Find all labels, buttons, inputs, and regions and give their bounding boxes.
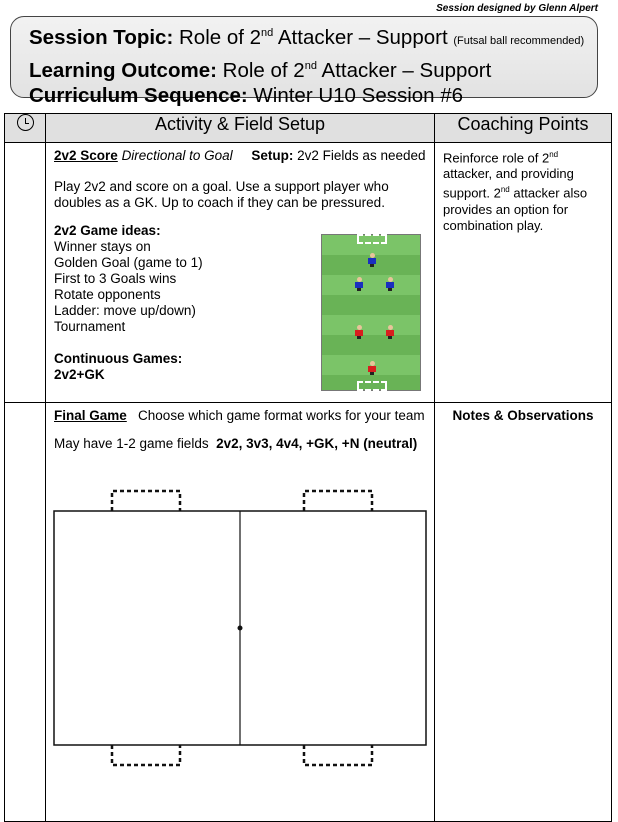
designer-credit: Session designed by Glenn Alpert [436, 3, 598, 14]
blue-player [368, 253, 376, 267]
session-header [10, 16, 598, 107]
continuous-games-heading: Continuous Games: [54, 351, 183, 366]
blue-player [355, 277, 363, 291]
list-item: First to 3 Goals wins [54, 271, 177, 286]
final-game-subtitle: Choose which game format works for your team [138, 408, 425, 423]
topic-label: Session Topic: [29, 25, 174, 49]
topic-note: (Futsal ball recommended) [453, 34, 585, 47]
learning-outcome-line [29, 54, 597, 83]
final-game-title-line [54, 408, 428, 424]
time-cell-2 [5, 403, 46, 822]
red-player [386, 325, 394, 339]
goal-bottom-left [112, 745, 180, 765]
final-game-pitch-diagram [46, 473, 434, 773]
coaching-column-header: Coaching Points [435, 114, 612, 143]
top-goal [357, 234, 387, 244]
coaching-text-c: attacker also provides an option for combination play. [443, 185, 588, 233]
topic-value-a: Role of 2 [178, 25, 262, 49]
sequence-value: Winter U10 Session #6 [253, 83, 464, 107]
curriculum-sequence-line [29, 83, 597, 108]
list-item: Golden Goal (game to 1) [54, 255, 203, 270]
final-game-title: Final Game [54, 408, 127, 423]
coaching-sup-1: nd [549, 150, 559, 159]
notes-cell [435, 403, 612, 822]
list-item: Rotate opponents [54, 287, 161, 302]
blue-player [386, 277, 394, 291]
topic-sup: nd [261, 27, 274, 39]
session-plan-table [4, 113, 612, 822]
activity-cell-2 [46, 403, 435, 822]
activity-title-line [54, 148, 428, 164]
center-spot [238, 626, 242, 630]
continuous-games-value: 2v2+GK [54, 367, 105, 382]
red-player [355, 325, 363, 339]
clock-icon [17, 114, 34, 131]
coaching-text-a: Reinforce role of 2 [443, 150, 550, 166]
activity-row-final-game [5, 403, 612, 822]
notes-heading: Notes & Observations [452, 408, 594, 423]
game-fields-text: May have 1-2 game fields [54, 436, 209, 451]
outcome-value-b: Attacker – Support [321, 58, 492, 82]
activity-subtitle: Directional to Goal [121, 148, 233, 163]
time-cell-1 [5, 143, 46, 403]
sequence-label: Curriculum Sequence: [29, 83, 248, 107]
outcome-value-a: Role of 2 [222, 58, 305, 82]
coaching-text-b: attacker, and providing support. 2 [443, 166, 574, 201]
outcome-sup: nd [304, 59, 317, 72]
activity-cell-1 [46, 143, 435, 403]
list-item: Winner stays on [54, 239, 151, 254]
2v2-field-diagram [321, 234, 421, 391]
activity-description: Play 2v2 and score on a goal. Use a support player who doubles as a GK. Up to coach if they can be pressured. [54, 179, 389, 210]
outcome-label: Learning Outcome: [29, 58, 217, 82]
session-topic-line [29, 21, 597, 54]
setup-value: 2v2 Fields as needed [297, 148, 426, 163]
topic-value-b: Attacker – Support [277, 25, 448, 49]
list-item: Tournament [54, 319, 126, 334]
setup-label: Setup: [251, 148, 294, 163]
coaching-cell-1 [435, 143, 612, 403]
game-fields-line [54, 436, 428, 452]
activity-title: 2v2 Score [54, 148, 118, 163]
activity-row-2v2 [5, 143, 612, 403]
bottom-goal [357, 381, 387, 391]
list-item: Ladder: move up/down) [54, 303, 196, 318]
time-column-header [5, 114, 46, 143]
goal-bottom-right [304, 745, 372, 765]
game-formats: 2v2, 3v3, 4v4, +GK, +N (neutral) [216, 436, 418, 451]
coaching-sup-2: nd [500, 185, 510, 195]
goal-top-right [304, 491, 372, 511]
table-header-row [5, 114, 612, 143]
game-ideas-heading: 2v2 Game ideas: [54, 223, 161, 238]
goal-top-left [112, 491, 180, 511]
activity-column-header: Activity & Field Setup [46, 114, 435, 143]
red-goalkeeper [368, 361, 376, 375]
